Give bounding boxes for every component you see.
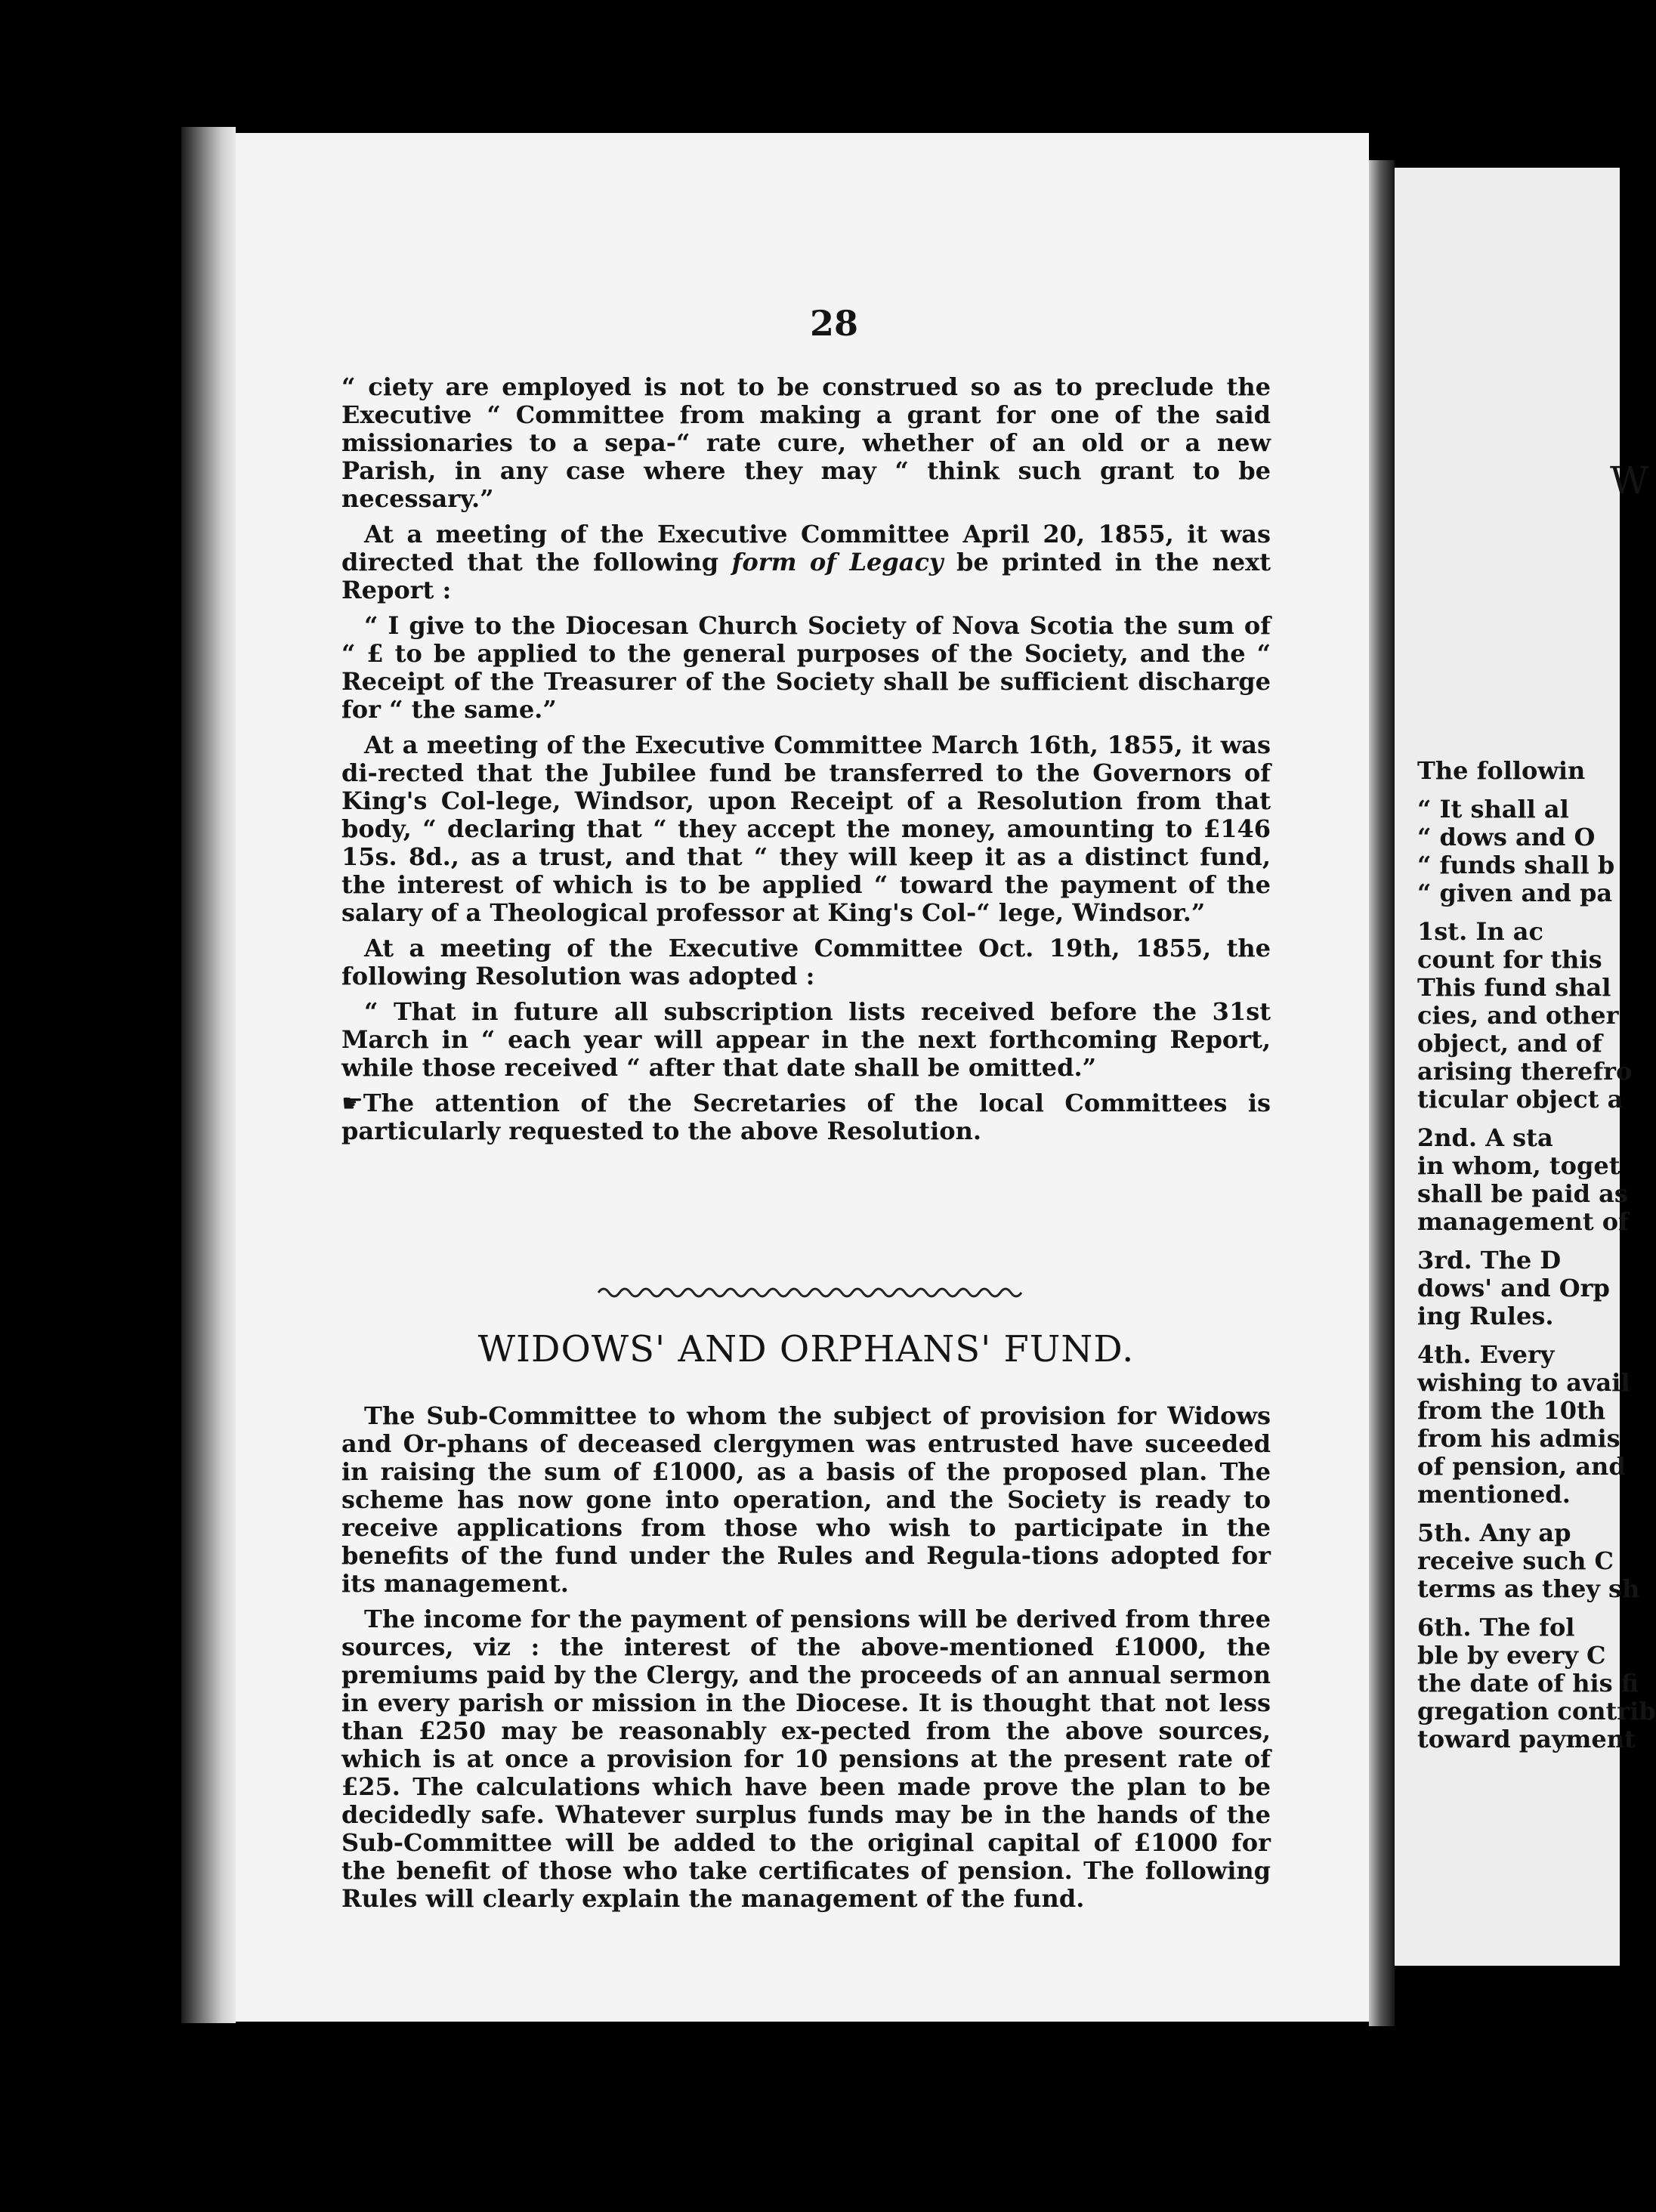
right-line: in whom, toget bbox=[1417, 1151, 1620, 1180]
right-line: This fund shal bbox=[1417, 973, 1611, 1002]
right-line: management of bbox=[1417, 1207, 1629, 1236]
right-line: ticular object a bbox=[1417, 1085, 1624, 1114]
right-line: receive such C bbox=[1417, 1546, 1614, 1575]
right-line: 2nd. A sta bbox=[1417, 1123, 1553, 1152]
book-gutter bbox=[1369, 160, 1395, 2026]
paragraph-legacy-intro: At a meeting of the Executive Committee April 20, 1855, it was directed that the following form of Legacy be printed in the next Report : bbox=[341, 520, 1271, 604]
pointing-hand-icon: ☛ bbox=[341, 1089, 363, 1117]
right-line: arising therefro bbox=[1417, 1057, 1633, 1086]
right-line: the date of his fi bbox=[1417, 1669, 1639, 1698]
paragraph-attention-notice: ☛The attention of the Secretaries of the local Committees is particularly requested to the above Resolution. bbox=[341, 1089, 1271, 1145]
body-text-lower bbox=[341, 1402, 1271, 1920]
right-line: “ It shall al bbox=[1417, 795, 1569, 823]
right-line: 5th. Any ap bbox=[1417, 1518, 1571, 1547]
section-heading: WIDOWS' AND ORPHANS' FUND. bbox=[477, 1328, 1135, 1370]
right-line: ing Rules. bbox=[1417, 1302, 1554, 1330]
right-line: cies, and other bbox=[1417, 1001, 1619, 1030]
right-line: 3rd. The D bbox=[1417, 1246, 1562, 1274]
right-line: “ dows and O bbox=[1417, 823, 1596, 851]
book-spine-edge bbox=[181, 127, 236, 2023]
right-line: wishing to avail bbox=[1417, 1368, 1630, 1397]
right-line: count for this bbox=[1417, 945, 1602, 974]
right-line: from his admis bbox=[1417, 1424, 1620, 1453]
right-line: ble by every C bbox=[1417, 1641, 1606, 1670]
right-line: mentioned. bbox=[1417, 1480, 1571, 1509]
right-line: 4th. Every bbox=[1417, 1340, 1555, 1369]
paragraph-jubilee-fund: At a meeting of the Executive Committee March 16th, 1855, it was di-rected that the Jubilee fund be transferred to the Governors of King's Col-lege, Windsor, upon Receipt of a Resolution from that body, “ declaring that “ they accept the money, amounting to £146 15s. 8d., as a trust, and that “ they will keep it as a distinct fund, the interest of which is to be applied “ toward the payment of the salary of a Theological professor at King's Col-“ lege, Windsor.” bbox=[341, 731, 1271, 927]
paragraph-resolution-intro: At a meeting of the Executive Committee Oct. 19th, 1855, the following Resolution was adopted : bbox=[341, 934, 1271, 990]
right-page bbox=[1395, 168, 1656, 1966]
right-line: 1st. In ac bbox=[1417, 917, 1543, 946]
paragraph-sub-committee: The Sub-Committee to whom the subject of provision for Widows and Or-phans of deceased clergymen was entrusted have suceeded in raising the sum of £1000, as a basis of the proposed plan. The scheme has now gone into operation, and the Society is ready to receive applications from those who wish to participate in the benefits of the fund under the Rules and Regula-tions adopted for its management. bbox=[341, 1401, 1271, 1598]
right-page-heading-fragment: W bbox=[1610, 459, 1649, 502]
paragraph-resolution-quote: “ That in future all subscription lists received before the 31st March in “ each year will appear in the next forthcoming Report, while those received “ after that date shall be omitted.” bbox=[341, 997, 1271, 1082]
right-line: “ funds shall b bbox=[1417, 851, 1615, 879]
right-text-column bbox=[1417, 756, 1656, 1753]
right-line: 6th. The fol bbox=[1417, 1613, 1575, 1642]
paragraph-legacy-form: “ I give to the Diocesan Church Society of Nova Scotia the sum of “ £ to be applied to the general purposes of the Society, and the “ Receipt of the Treasurer of the Society shall be sufficient discharge for “ the same.” bbox=[341, 611, 1271, 724]
right-line: terms as they sh bbox=[1417, 1574, 1640, 1603]
page-number: 28 bbox=[810, 303, 859, 344]
right-line: of pension, and bbox=[1417, 1452, 1626, 1481]
left-page bbox=[236, 133, 1369, 2022]
right-line: from the 10th bbox=[1417, 1396, 1606, 1425]
wavy-divider bbox=[598, 1281, 1021, 1304]
right-line: object, and of bbox=[1417, 1029, 1602, 1058]
paragraph-income: The income for the payment of pensions will be derived from three sources, viz : the interest of the above-mentioned £1000, the premiums paid by the Clergy, and the proceeds of an annual sermon in every parish or mission in the Diocese. It is thought that not less than £250 may be reasonably ex-pected from the above sources, which is at once a provision for 10 pensions at the present rate of £25. The calculations which have been made prove the plan to be decidedly safe. Whatever surplus funds may be in the hands of the Sub-Committee will be added to the original capital of £1000 for the benefit of those who take certificates of pension. The following Rules will clearly explain the management of the fund. bbox=[341, 1605, 1271, 1913]
right-line: The followin bbox=[1417, 756, 1586, 785]
paragraph-continuation: “ ciety are employed is not to be construed so as to preclude the Executive “ Committee from making a grant for one of the said missionaries to a sepa-“ rate cure, whether of an old or a new Parish, in any case where they may “ think such grant to be necessary.” bbox=[341, 372, 1271, 513]
right-line: shall be paid as bbox=[1417, 1179, 1628, 1208]
right-line: “ given and pa bbox=[1417, 879, 1613, 907]
right-line: toward payment bbox=[1417, 1725, 1636, 1753]
body-text-upper bbox=[341, 373, 1271, 1153]
right-line: gregation contrib bbox=[1417, 1697, 1656, 1725]
right-line: dows' and Orp bbox=[1417, 1274, 1610, 1302]
legacy-italic: form of Legacy bbox=[731, 548, 944, 576]
